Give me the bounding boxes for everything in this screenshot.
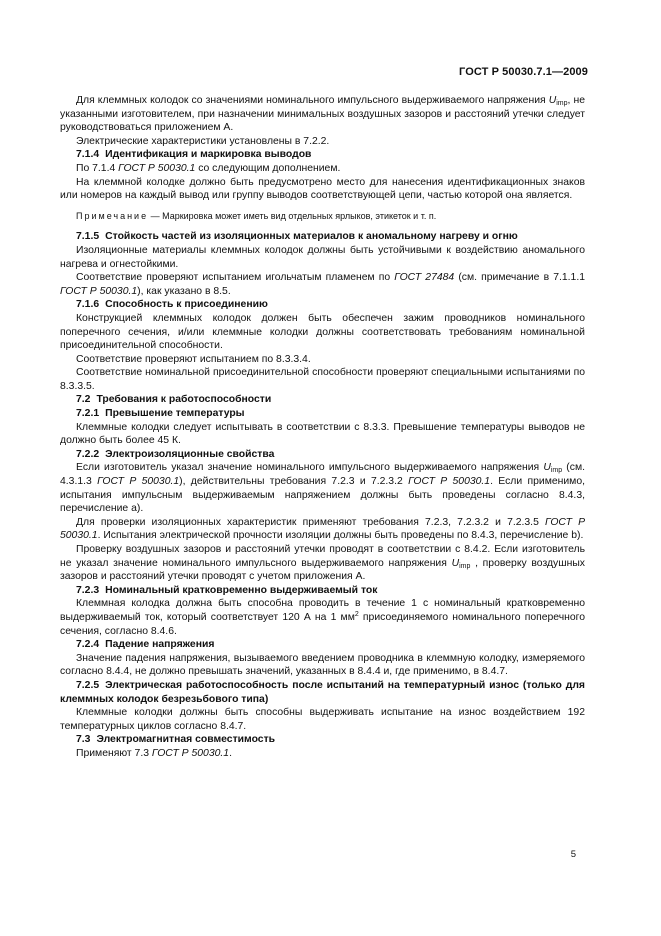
symbol-u: U bbox=[548, 95, 557, 106]
section-heading-7-1-5 bbox=[60, 230, 585, 244]
standard-ref: ГОСТ 27484 bbox=[394, 272, 455, 284]
text: Для клеммных колодок со значениями номинального импульсного выдерживаемого напряжения bbox=[76, 95, 549, 106]
paragraph bbox=[60, 597, 585, 638]
subscript: imp bbox=[550, 467, 563, 475]
section-number: 7.2.4 bbox=[76, 639, 100, 651]
section-number: 7.2.5 bbox=[76, 679, 100, 691]
text: Клеммная колодка должна быть способна проводить в течение 1 с номинальный кратковременно выдерживаемый ток, который соответствует 120 А на 1 мм bbox=[60, 598, 585, 623]
section-heading-7-2-5 bbox=[60, 679, 585, 706]
paragraph: Соответствие номинальной присоединительной способности проверяют специальными испытаниями по 8.3.3.5. bbox=[60, 367, 585, 392]
text: Соответствие проверяют испытанием игольчатым пламенем по bbox=[76, 272, 395, 284]
text: (см. примечание в 7.1.1.1 bbox=[454, 272, 585, 284]
standard-ref: ГОСТ Р 50030.1 bbox=[118, 162, 196, 174]
section-heading-7-2-2 bbox=[60, 448, 585, 462]
section-heading-7-3 bbox=[60, 733, 585, 747]
text: (см. 4.3.1.3 bbox=[60, 462, 585, 488]
section-number: 7.2.3 bbox=[76, 584, 100, 596]
section-title: Идентификация и маркировка выводов bbox=[105, 149, 312, 161]
paragraph bbox=[60, 162, 585, 176]
symbol-u: U bbox=[451, 557, 460, 569]
paragraph: На клеммной колодке должно быть предусмотрено место для нанесения идентификационных знаков или номеров на каждый вывод или группу выводов соответствующей цепи, частью которой она является. bbox=[60, 176, 585, 202]
text: присоединяемого номинального поперечного сечения, согласно 8.4.6. bbox=[60, 611, 585, 637]
text: . bbox=[229, 747, 232, 759]
section-title: Номинальный кратковременно выдерживаемый ток bbox=[105, 584, 378, 596]
text: ), действительны требования 7.2.3 и 7.2.3.2 bbox=[179, 476, 409, 488]
text: Если изготовитель указал значение номинального импульсного выдерживаемого напряжения bbox=[76, 462, 544, 474]
text: Проверку воздушных зазоров и расстояний утечки проводят в соответствии с 8.4.2. Если изготовитель не указал значение номинального импульсного выдерживаемого напряжения bbox=[60, 544, 585, 569]
document-body bbox=[60, 94, 585, 761]
section-heading-7-1-4 bbox=[60, 148, 585, 162]
section-number: 7.1.6 bbox=[76, 299, 100, 311]
standard-ref: ГОСТ Р 50030.1 bbox=[151, 747, 230, 759]
standard-ref: ГОСТ Р 50030.1 bbox=[97, 476, 180, 488]
section-number: 7.2.2 bbox=[76, 448, 100, 460]
section-number: 7.1.4 bbox=[76, 149, 100, 161]
text: . Испытания электрической прочности изоляции должны быть проведены по 8.4.3, перечисление b). bbox=[97, 530, 584, 542]
section-title: Электрическая работоспособность после испытаний на температурный износ (только для клеммных колодок безрезьбового типа) bbox=[60, 679, 585, 705]
section-title: Требования к работоспособности bbox=[96, 394, 272, 406]
section-heading-7-2-4 bbox=[60, 638, 585, 652]
note bbox=[60, 210, 585, 224]
paragraph bbox=[60, 271, 585, 298]
section-number: 7.3 bbox=[76, 734, 91, 746]
standard-ref: ГОСТ Р 50030.1 bbox=[60, 516, 585, 542]
subscript: imp bbox=[556, 100, 568, 107]
paragraph: Соответствие проверяют испытанием по 8.3.3.4. bbox=[76, 353, 311, 365]
paragraph bbox=[60, 461, 585, 515]
superscript: 2 bbox=[354, 610, 359, 618]
paragraph: Клеммные колодки следует испытывать в соответствии с 8.3.3. Превышение температуры выводов не должно быть более 45 К. bbox=[60, 421, 585, 447]
standard-ref: ГОСТ Р 50030.1 bbox=[408, 476, 491, 488]
section-number: 7.1.5 bbox=[76, 231, 100, 243]
text: . Если применимо, испытания импульсным выдерживаемым напряжением должны быть проведены согласно 8.4.3, перечисление а). bbox=[60, 476, 585, 515]
document-id: ГОСТ Р 50030.7.1—2009 bbox=[459, 66, 588, 78]
text: ), как указано в 8.5. bbox=[137, 285, 231, 297]
note-text: — Маркировка может иметь вид отдельных ярлыков, этикеток и т. п. bbox=[148, 210, 437, 221]
text: , проверку воздушных зазоров и расстояний утечки проводят с учетом приложения А. bbox=[60, 557, 585, 583]
standard-ref: ГОСТ Р 50030.1 bbox=[60, 285, 138, 297]
text: Применяют 7.3 bbox=[76, 747, 152, 759]
section-heading-7-2-1 bbox=[60, 407, 585, 421]
paragraph bbox=[60, 747, 585, 761]
section-title: Падение напряжения bbox=[105, 639, 215, 651]
text: По 7.1.4 bbox=[76, 162, 119, 174]
paragraph bbox=[60, 543, 585, 584]
paragraph: Клеммные колодки должны быть способны выдерживать испытание на износ воздействием 192 температурных циклов согласно 8.4.7. bbox=[60, 707, 585, 732]
text: , не указанными изготовителем, при назначении минимальных воздушных зазоров и расстояний утечки следует руководствоваться приложением А. bbox=[60, 95, 585, 134]
page-number: 5 bbox=[570, 849, 576, 860]
section-heading-7-1-6 bbox=[60, 298, 585, 312]
section-title: Стойкость частей из изоляционных материалов к аномальному нагреву и огню bbox=[105, 231, 518, 243]
section-number: 7.2 bbox=[76, 394, 91, 406]
section-heading-7-2-3 bbox=[60, 584, 585, 598]
text: Для проверки изоляционных характеристик применяют требования 7.2.3, 7.2.3.2 и 7.2.3.5 bbox=[76, 516, 546, 528]
paragraph: Электрические характеристики установлены в 7.2.2. bbox=[76, 135, 330, 147]
note-label: Примечание bbox=[76, 210, 149, 221]
symbol-u: U bbox=[543, 462, 551, 474]
subscript: imp bbox=[459, 562, 471, 570]
paragraph: Изоляционные материалы клеммных колодок должны быть устойчивыми к воздействию аномального нагрева и огнестойкими. bbox=[60, 244, 585, 270]
paragraph: Значение падения напряжения, вызываемого введением проводника в клеммную колодку, измеряемого согласно 8.4.4, не должно превышать значений, указанных в 8.4.4 и, где применимо, в 8.4.7. bbox=[60, 652, 585, 678]
paragraph bbox=[60, 516, 585, 543]
section-title: Электромагнитная совместимость bbox=[96, 734, 276, 746]
section-title: Электроизоляционные свойства bbox=[105, 448, 275, 460]
section-number: 7.2.1 bbox=[76, 408, 100, 420]
text: со следующим дополнением. bbox=[195, 162, 341, 174]
paragraph: Конструкцией клеммных колодок должен быть обеспечен зажим проводников номинального поперечного сечения, и/или клеммные колодки должны соответствовать требованиям номинальной присоединительной способности. bbox=[60, 312, 585, 352]
section-title: Способность к присоединению bbox=[105, 299, 268, 311]
section-heading-7-2 bbox=[60, 393, 585, 407]
paragraph bbox=[60, 94, 585, 135]
section-title: Превышение температуры bbox=[105, 408, 245, 420]
